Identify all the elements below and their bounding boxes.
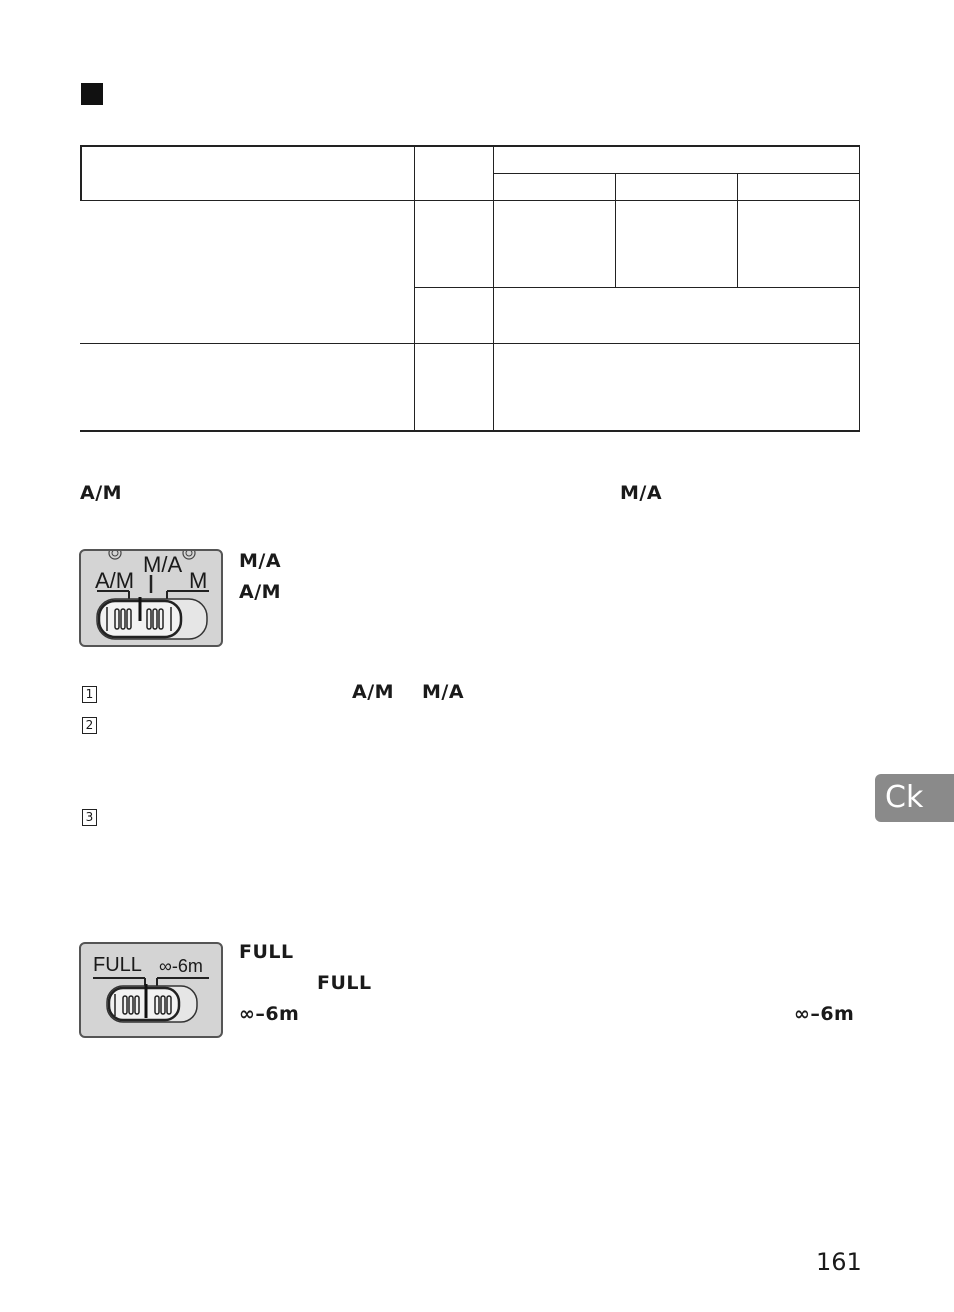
switch-label-am: A/M	[95, 568, 135, 593]
focus-range-switch-illustration	[79, 942, 223, 1038]
full-inline-label: FULL	[317, 972, 372, 994]
switch-label-full: FULL	[93, 954, 142, 976]
step-number-1: 1	[82, 686, 97, 703]
step-number-3: 3	[82, 809, 97, 826]
switch-label-m: M	[189, 568, 208, 593]
ma-item-label: M/A	[239, 550, 282, 572]
switch-label-ma: M/A	[143, 552, 183, 577]
focus-mode-switch-illustration	[79, 549, 223, 647]
step1-ma-label: M/A	[422, 681, 465, 703]
range-inline-label: ∞–6m	[794, 1003, 855, 1025]
section-marker-icon	[81, 83, 103, 105]
step1-am-label: A/M	[352, 681, 395, 703]
step-number-2: 2	[82, 717, 97, 734]
range-item-label: ∞–6m	[239, 1003, 300, 1025]
am-label: A/M	[80, 482, 123, 504]
ma-label: M/A	[620, 482, 663, 504]
full-item-label: FULL	[239, 941, 294, 963]
switch-label-range: ∞-6m	[159, 956, 203, 976]
am-item-label: A/M	[239, 581, 282, 603]
language-tab: Ck	[875, 774, 954, 822]
page-number: 161	[816, 1248, 862, 1276]
